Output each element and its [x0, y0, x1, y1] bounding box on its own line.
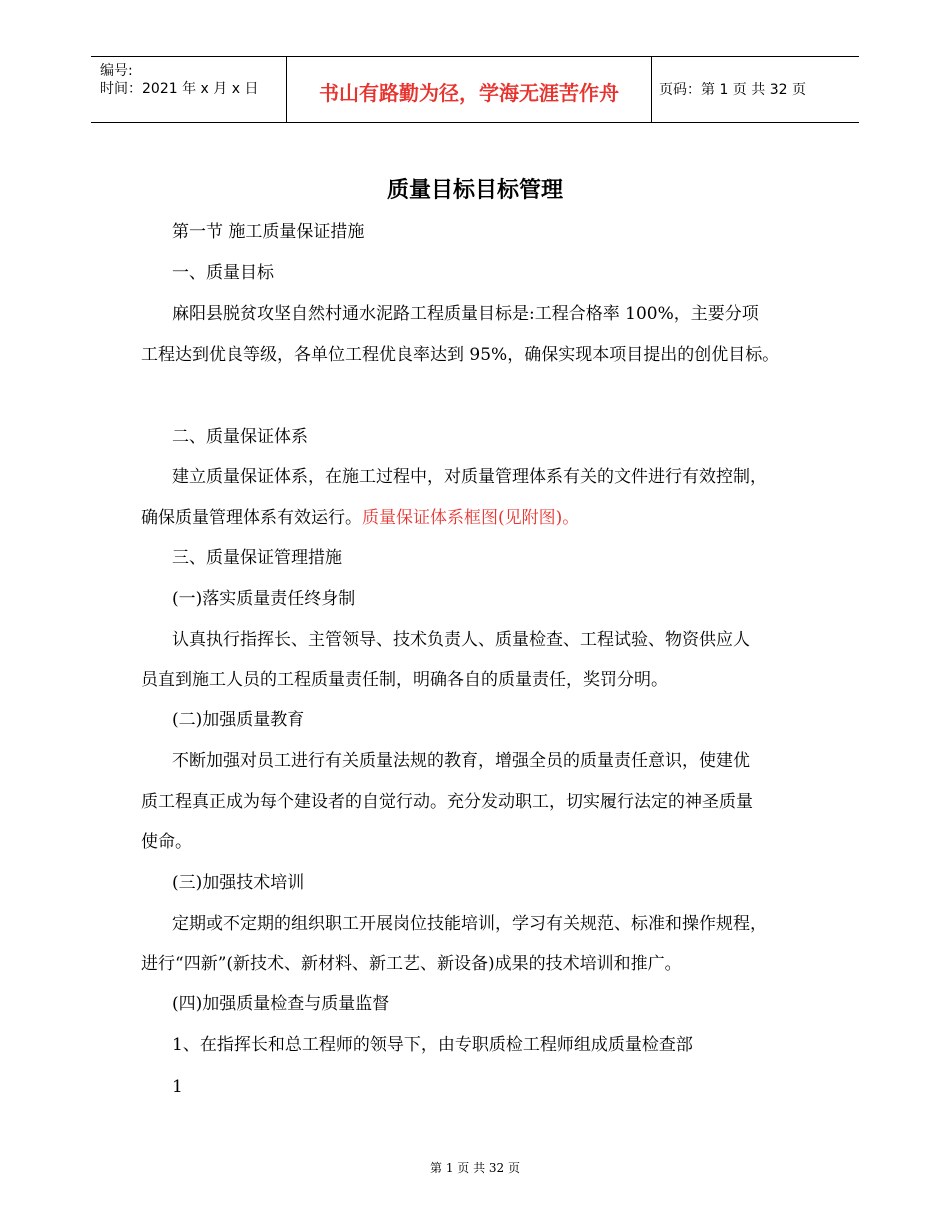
document-title: 质量目标目标管理: [386, 178, 563, 203]
header-meta-cell: [91, 57, 286, 122]
paragraph-line: 进行“四新”(新技术、新材料、新工艺、新设备)成果的技术培训和推广。: [141, 954, 682, 974]
paragraph-line: 员直到施工人员的工程质量责任制，明确各自的质量责任，奖罚分明。: [141, 670, 668, 690]
paragraph-text: 确保质量管理体系有效运行。: [141, 508, 362, 528]
paragraph-line: 1、在指挥长和总工程师的领导下，由专职质检工程师组成质量检查部: [172, 1035, 693, 1055]
inline-page-number: 1: [172, 1077, 183, 1097]
paragraph-line: 工程达到优良等级，各单位工程优良率达到 95%，确保实现本项目提出的创优目标。: [141, 345, 780, 365]
paragraph-line: 定期或不定期的组织职工开展岗位技能培训，学习有关规范、标准和操作规程，: [172, 914, 767, 934]
header-motto-cell: [286, 57, 652, 122]
subheading-responsibility: (一)落实质量责任终身制: [172, 589, 356, 609]
page-info: 页码：第 1 页 共 32 页: [659, 82, 806, 98]
serial-label: 编号:: [100, 63, 133, 79]
paragraph-line: [141, 508, 579, 528]
subheading-inspection: (四)加强质量检查与质量监督: [172, 994, 390, 1014]
subheading-assurance-system: 二、质量保证体系: [172, 427, 308, 447]
paragraph-line: 使命。: [141, 832, 192, 852]
header-page-cell: [651, 57, 859, 122]
section-heading: 第一节 施工质量保证措施: [172, 222, 365, 242]
subheading-quality-goal: 一、质量目标: [172, 263, 274, 283]
date-label: 时间：2021 年 x 月 x 日: [100, 81, 259, 97]
page-footer: 第 1 页 共 32 页: [430, 1161, 520, 1175]
subheading-training: (三)加强技术培训: [172, 873, 305, 893]
paragraph-line: 麻阳县脱贫攻坚自然村通水泥路工程质量目标是:工程合格率 100%，主要分项: [172, 304, 759, 324]
page-header: [91, 56, 859, 123]
motto: 书山有路勤为径，学海无涯苦作舟: [319, 81, 619, 105]
diagram-reference-text: 质量保证体系框图(见附图)。: [362, 508, 580, 528]
paragraph-line: 不断加强对员工进行有关质量法规的教育，增强全员的质量责任意识，使建优: [172, 751, 750, 771]
subheading-education: (二)加强质量教育: [172, 710, 305, 730]
subheading-management-measures: 三、质量保证管理措施: [172, 548, 342, 568]
paragraph-line: 质工程真正成为每个建设者的自觉行动。充分发动职工，切实履行法定的神圣质量: [141, 792, 753, 812]
paragraph-line: 认真执行指挥长、主管领导、技术负责人、质量检查、工程试验、物资供应人: [172, 630, 750, 650]
paragraph-line: 建立质量保证体系，在施工过程中，对质量管理体系有关的文件进行有效控制，: [172, 467, 767, 487]
